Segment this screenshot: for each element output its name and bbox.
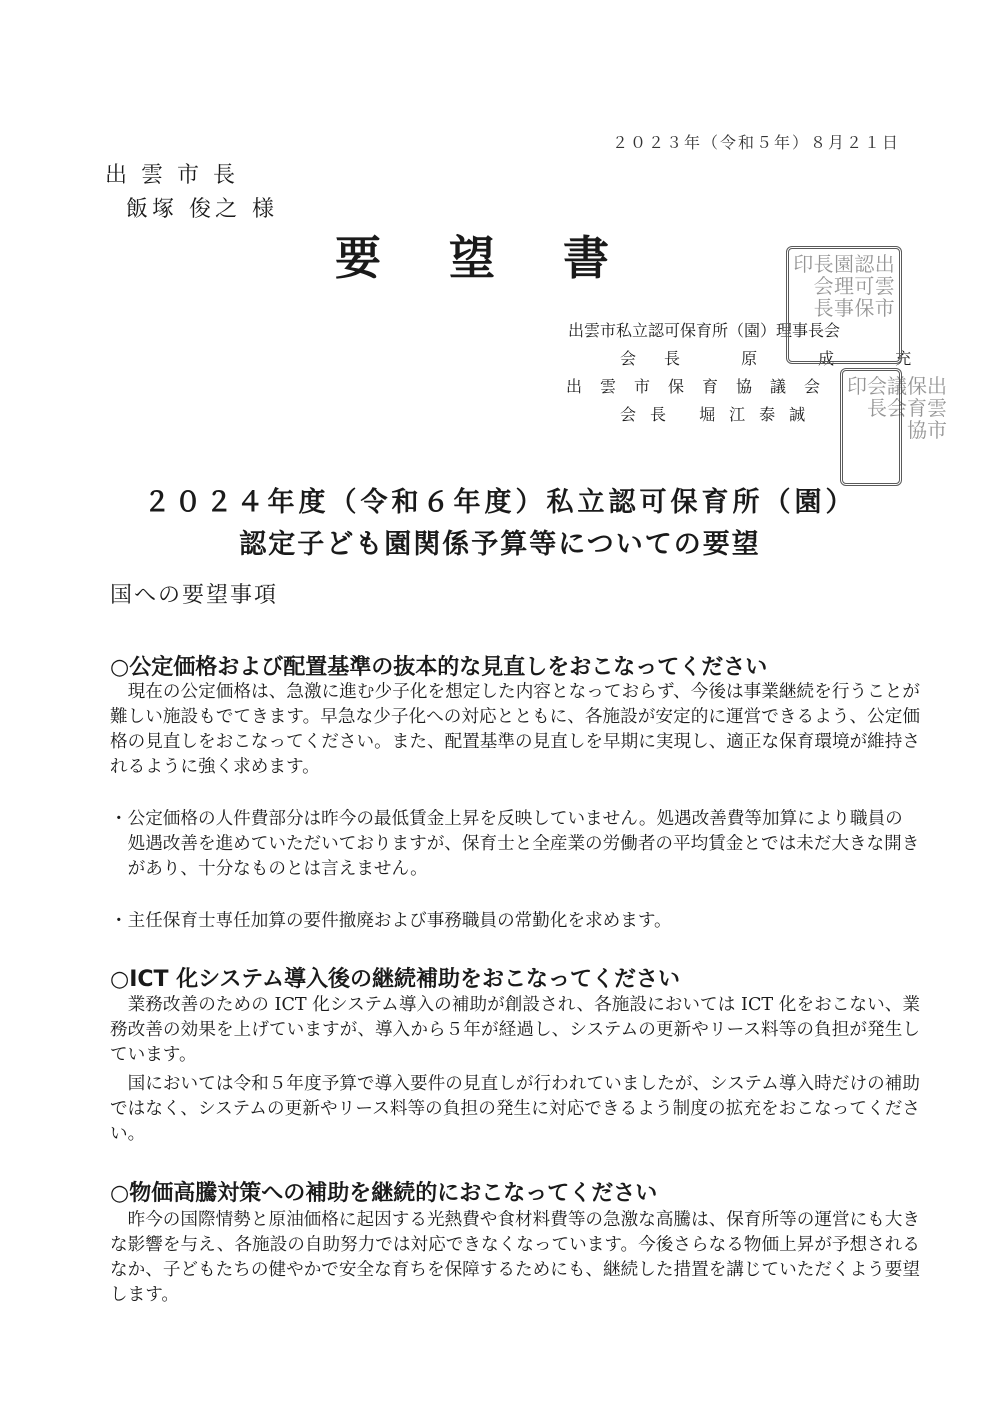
item-1-bullet-1: ・公定価格の人件費部分は昨今の最低賃金上昇を反映していません。処遇改善費等加算により職員の処遇改善を進めていただいておりますが、保育士と全産業の労働者の平均賃金とでは未だ大きな開きがあり、十分なものとは言えません。 <box>110 809 920 879</box>
document-title: 要望書 <box>335 231 677 285</box>
seal-glyph: 理 <box>833 274 854 298</box>
seal-glyph: 市 <box>927 418 947 442</box>
seal-glyph: 保 <box>907 374 927 398</box>
seal-glyph: 可 <box>854 274 875 298</box>
official-seal-1 <box>786 246 902 364</box>
seal-glyph: 育 <box>907 396 927 420</box>
sender-org-2: 出雲市保育協議会 <box>566 377 839 396</box>
item-2-paragraph-2: 国においては令和５年度予算で導入要件の見直しが行われていましたが、システム導入時だけの補助ではなく、システムの更新やリース料等の負担の発生に対応できるよう制度の拡充をおこなってください。 <box>110 1074 920 1144</box>
seal-glyph: 事 <box>833 296 854 320</box>
seal-glyph: 印 <box>847 374 867 398</box>
item-2-heading: ○ICT 化システム導入後の継続補助をおこなってください <box>110 967 680 992</box>
item-3-heading: ○物価高騰対策への補助を継続的におこなってください <box>110 1181 658 1206</box>
seal-glyph: 雲 <box>927 396 947 420</box>
sender-rep-1: 会長 原 成 充 <box>620 349 940 368</box>
seal-glyph: 園 <box>833 252 854 276</box>
seal-glyph: 保 <box>854 296 875 320</box>
seal-glyph: 長 <box>867 396 887 420</box>
seal-glyph: 出 <box>927 374 947 398</box>
document-date: ２０２３年（令和５年）８月２１日 <box>611 133 900 152</box>
addressee-name: 飯塚 俊之 様 <box>126 197 278 222</box>
sender-rep-2: 会長 堀江泰誠 <box>620 405 820 424</box>
item-3-paragraph: 昨今の国際情勢と原油価格に起因する光熱費や食材料費等の急激な高騰は、保育所等の運営にも大きな影響を与え、各施設の自助努力では対応できなくなっています。今後さらなる物価上昇が予想されるなか、子どもたちの健やかで安全な育ちを保障するためにも、継続した措置を講じていただくよう要望します。 <box>110 1210 920 1305</box>
seal-glyph: 雲 <box>874 274 895 298</box>
seal-glyph: 長 <box>813 252 834 276</box>
seal-glyph: 長 <box>813 296 834 320</box>
seal-glyph: 出 <box>874 252 895 276</box>
seal-glyph: 認 <box>854 252 875 276</box>
seal-glyph: 会 <box>867 374 887 398</box>
seal-glyph: 会 <box>887 396 907 420</box>
item-2-paragraph-1: 業務改善のための ICT 化システム導入の補助が創設され、各施設においては ICT 化をおこない、業務改善の効果を上げていますが、導入から５年が経過し、システムの更新やリース料等の負担が発生しています。 <box>110 995 920 1065</box>
item-1-bullet-2: ・主任保育士専任加算の要件撤廃および事務職員の常勤化を求めます。 <box>110 911 672 931</box>
official-seal-2 <box>840 368 947 486</box>
subject-line-2: 認定子ども園関係予算等についての要望 <box>239 529 761 560</box>
subject-line-1: ２０２４年度（令和６年度）私立認可保育所（園） <box>143 487 857 518</box>
seal-glyph: 会 <box>813 274 834 298</box>
sender-org-1: 出雲市私立認可保育所（園）理事長会 <box>568 321 841 340</box>
addressee-title: 出雲市長 <box>105 163 250 188</box>
seal-glyph: 印 <box>793 252 814 276</box>
seal-glyph: 市 <box>874 296 895 320</box>
section-heading: 国への要望事項 <box>110 583 279 608</box>
item-1-heading: ○公定価格および配置基準の抜本的な見直しをおこなってください <box>110 655 768 680</box>
seal-glyph: 議 <box>887 374 907 398</box>
seal-glyph: 協 <box>907 418 927 442</box>
item-1-paragraph: 現在の公定価格は、急激に進む少子化を想定した内容となっておらず、今後は事業継続を行うことが難しい施設もでてきます。早急な少子化への対応とともに、各施設が安定的に運営できるよう、公定価格の見直しをおこなってください。また、配置基準の見直しを早期に実現し、適正な保育環境が維持されるように強く求めます。 <box>110 682 920 777</box>
